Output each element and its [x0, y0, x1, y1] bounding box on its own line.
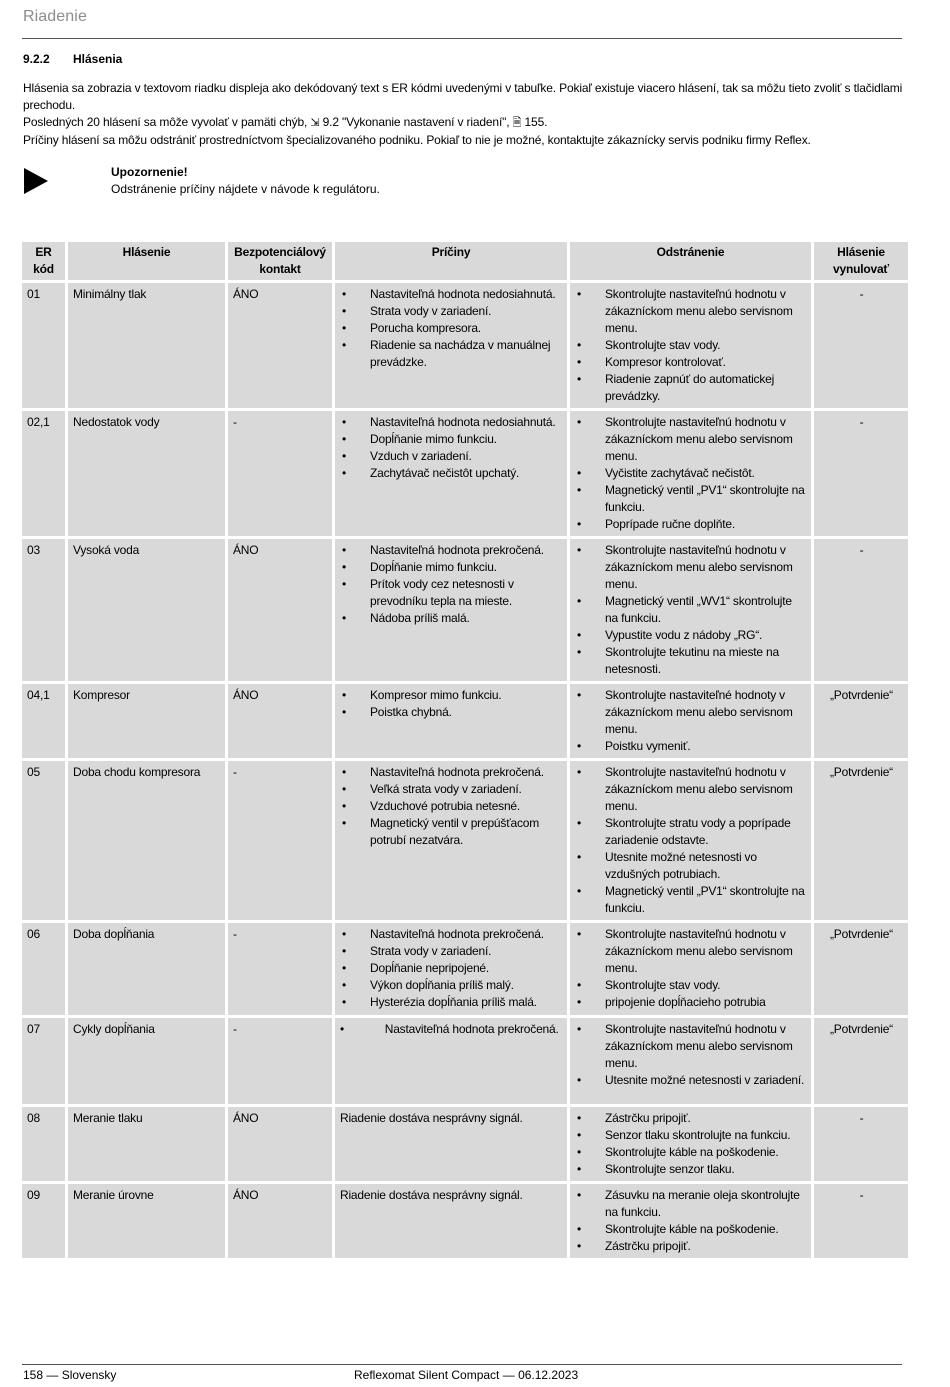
list-item: • Magnetický ventil v prepúšťacom potrubí nezatvára. [340, 815, 563, 849]
cell-contact: ÁNO [228, 684, 332, 758]
cell-reset: „Potvrdenie“ [814, 684, 908, 758]
cell-message: Meranie úrovne [68, 1184, 225, 1258]
list-item: • Skontrolujte stratu vody a poprípade zariadenie odstavte. [575, 815, 807, 849]
list-item: • Zachytávač nečistôt upchatý. [340, 465, 563, 482]
cell-remedy [570, 539, 811, 681]
remedy-list [575, 1110, 807, 1178]
cell-reset: - [814, 411, 908, 536]
list-item: • Výkon dopĺňania príliš malý. [340, 977, 563, 994]
list-item: • Dopĺňanie nepripojené. [340, 960, 563, 977]
cell-message: Vysoká voda [68, 539, 225, 681]
cell-causes [335, 283, 567, 408]
remedy-list [575, 687, 807, 755]
causes-list [340, 414, 563, 482]
section-title: Hlásenia [73, 52, 123, 66]
list-item: • Vypustite vodu z nádoby „RG“. [575, 627, 807, 644]
list-item: • Skontrolujte nastaviteľnú hodnotu v zákazníckom menu alebo servisnom menu. [575, 764, 807, 815]
table-header-row [22, 242, 908, 280]
footer-page-number: 158 — Slovensky [23, 1368, 117, 1382]
page-header-title: Riadenie [23, 8, 87, 25]
remedy-list [575, 414, 807, 533]
list-item: • Vyčistite zachytávač nečistôt. [575, 465, 807, 482]
list-item: • Magnetický ventil „PV1“ skontrolujte na funkciu. [575, 883, 807, 917]
cell-reset: „Potvrdenie“ [814, 1018, 908, 1104]
list-item: • Prítok vody cez netesnosti v prevodníku tepla na mieste. [340, 576, 563, 610]
list-item: • Poistka chybná. [340, 704, 563, 721]
cell-remedy [570, 283, 811, 408]
list-item: • Skontrolujte nastaviteľnú hodnotu v zákazníckom menu alebo servisnom menu. [575, 1021, 807, 1072]
list-item: • Kompresor kontrolovať. [575, 354, 807, 371]
causes-list [340, 286, 563, 371]
table-row [22, 761, 908, 920]
table-row [22, 1184, 908, 1258]
cell-contact: ÁNO [228, 1107, 332, 1181]
list-item: • Zástrčku pripojiť. [575, 1238, 807, 1255]
intro-paragraph-3: Príčiny hlásení sa môžu odstrániť prostredníctvom špecializovaného podniku. Pokiaľ to nie je možné, kontaktujte zákaznícky servis podniku firmy Reflex. [23, 133, 811, 147]
list-item: • Zástrčku pripojiť. [575, 1110, 807, 1127]
intro-text [23, 80, 903, 149]
cell-contact: - [228, 761, 332, 920]
list-item: • Skontrolujte nastaviteľné hodnoty v zákazníckom menu alebo servisnom menu. [575, 687, 807, 738]
list-item: • Porucha kompresora. [340, 320, 563, 337]
cell-causes [335, 1018, 567, 1104]
cell-remedy [570, 1018, 811, 1104]
causes-text: Riadenie dostáva nesprávny signál. [340, 1111, 523, 1125]
cross-reference-link[interactable]: 9.2 "Vykonanie nastavení v riadení", [322, 115, 510, 129]
remedy-list [575, 1187, 807, 1255]
cell-causes [335, 684, 567, 758]
header-divider [22, 38, 902, 39]
list-item: • Magnetický ventil „WV1“ skontrolujte na funkciu. [575, 593, 807, 627]
cell-message: Cykly dopĺňania [68, 1018, 225, 1104]
note-block [111, 164, 380, 198]
cell-reset: „Potvrdenie“ [814, 761, 908, 920]
cell-remedy [570, 411, 811, 536]
cell-message: Kompresor [68, 684, 225, 758]
cell-contact: - [228, 923, 332, 1015]
cell-message: Doba dopĺňania [68, 923, 225, 1015]
cell-remedy [570, 923, 811, 1015]
list-item: • Nastaviteľná hodnota prekročená. [340, 926, 563, 943]
list-item: • Skontrolujte stav vody. [575, 977, 807, 994]
causes-list [340, 764, 563, 849]
table-row [22, 923, 908, 1015]
page-icon: 🗎 [512, 117, 522, 129]
cell-er-code: 01 [22, 283, 65, 408]
messages-table-wrapper [22, 242, 902, 1258]
list-item: • Skontrolujte stav vody. [575, 337, 807, 354]
table-row [22, 1107, 908, 1181]
cell-message: Doba chodu kompresora [68, 761, 225, 920]
cell-causes [335, 1107, 567, 1181]
cell-remedy [570, 1107, 811, 1181]
list-item: • Nastaviteľná hodnota nedosiahnutá. [340, 286, 563, 303]
causes-list [340, 687, 563, 721]
cell-contact: ÁNO [228, 1184, 332, 1258]
cell-contact: ÁNO [228, 539, 332, 681]
list-item: • Nádoba príliš malá. [340, 610, 563, 627]
list-item: • Dopĺňanie mimo funkciu. [340, 559, 563, 576]
remedy-list [575, 1021, 807, 1089]
causes-text: • Nastaviteľná hodnota prekročená. [340, 1022, 559, 1036]
cell-er-code: 06 [22, 923, 65, 1015]
play-triangle-icon [24, 168, 48, 194]
list-item: • Hysterézia dopĺňania príliš malá. [340, 994, 563, 1011]
cell-er-code: 05 [22, 761, 65, 920]
cell-contact: ÁNO [228, 283, 332, 408]
cell-reset: - [814, 1107, 908, 1181]
footer-document-title: Reflexomat Silent Compact — 06.12.2023 [354, 1368, 579, 1382]
list-item: • Nastaviteľná hodnota prekročená. [340, 764, 563, 781]
list-item: • Utesnite možné netesnosti v zariadení. [575, 1072, 807, 1089]
cell-remedy [570, 1184, 811, 1258]
list-item: • Poistku vymeniť. [575, 738, 807, 755]
header-reset: Hlásenie vynulovať [814, 242, 908, 280]
cell-er-code: 08 [22, 1107, 65, 1181]
table-row [22, 411, 908, 536]
cell-reset: „Potvrdenie“ [814, 923, 908, 1015]
list-item: • Vzduchové potrubia netesné. [340, 798, 563, 815]
cell-causes [335, 1184, 567, 1258]
cell-er-code: 07 [22, 1018, 65, 1104]
list-item: • Skontrolujte nastaviteľnú hodnotu v zákazníckom menu alebo servisnom menu. [575, 286, 807, 337]
cell-er-code: 02,1 [22, 411, 65, 536]
list-item: • Vzduch v zariadení. [340, 448, 563, 465]
list-item: • Strata vody v zariadení. [340, 943, 563, 960]
remedy-list [575, 286, 807, 405]
cell-remedy [570, 761, 811, 920]
causes-text: Riadenie dostáva nesprávny signál. [340, 1188, 523, 1202]
section-number: 9.2.2 [23, 52, 50, 66]
cell-er-code: 09 [22, 1184, 65, 1258]
header-message: Hlásenie [68, 242, 225, 280]
cell-remedy [570, 684, 811, 758]
causes-list [340, 926, 563, 1011]
cell-contact: - [228, 1018, 332, 1104]
note-title: Upozornenie! [111, 165, 188, 179]
list-item: • Skontrolujte senzor tlaku. [575, 1161, 807, 1178]
table-row [22, 1018, 908, 1104]
list-item: • pripojenie dopĺňacieho potrubia [575, 994, 807, 1011]
footer-divider [22, 1364, 902, 1365]
list-item: • Skontrolujte tekutinu na mieste na netesnosti. [575, 644, 807, 678]
cell-contact: - [228, 411, 332, 536]
list-item: • Riadenie zapnúť do automatickej prevádzky. [575, 371, 807, 405]
header-remedy: Odstránenie [570, 242, 811, 280]
cell-message: Meranie tlaku [68, 1107, 225, 1181]
list-item: • Dopĺňanie mimo funkciu. [340, 431, 563, 448]
cell-er-code: 03 [22, 539, 65, 681]
cell-reset: - [814, 539, 908, 681]
remedy-list [575, 764, 807, 917]
cell-er-code: 04,1 [22, 684, 65, 758]
cell-message: Nedostatok vody [68, 411, 225, 536]
page-reference[interactable]: 155. [524, 115, 548, 129]
cell-causes [335, 539, 567, 681]
section-heading [23, 52, 122, 66]
remedy-list [575, 542, 807, 678]
list-item: • Magnetický ventil „PV1“ skontrolujte na funkciu. [575, 482, 807, 516]
messages-table [19, 239, 911, 1261]
list-item: • Strata vody v zariadení. [340, 303, 563, 320]
list-item: • Nastaviteľná hodnota nedosiahnutá. [340, 414, 563, 431]
list-item: • Poprípade ručne doplňte. [575, 516, 807, 533]
table-row [22, 283, 908, 408]
arrow-link-icon: ⇲ [310, 117, 320, 129]
remedy-list [575, 926, 807, 1011]
cell-reset: - [814, 1184, 908, 1258]
cell-causes [335, 761, 567, 920]
list-item: • Skontrolujte káble na poškodenie. [575, 1221, 807, 1238]
header-causes: Príčiny [335, 242, 567, 280]
table-row [22, 684, 908, 758]
cell-reset: - [814, 283, 908, 408]
list-item: • Skontrolujte káble na poškodenie. [575, 1144, 807, 1161]
list-item: • Veľká strata vody v zariadení. [340, 781, 563, 798]
list-item: • Skontrolujte nastaviteľnú hodnotu v zákazníckom menu alebo servisnom menu. [575, 414, 807, 465]
list-item: • Skontrolujte nastaviteľnú hodnotu v zákazníckom menu alebo servisnom menu. [575, 926, 807, 977]
header-er-code: ER kód [22, 242, 65, 280]
list-item: • Senzor tlaku skontrolujte na funkciu. [575, 1127, 807, 1144]
intro-paragraph-2: Posledných 20 hlásení sa môže vyvolať v pamäti chýb, ⇲ 9.2 "Vykonanie nastavení v riadení", 🗎 155. [23, 115, 548, 129]
list-item: • Utesnite možné netesnosti vo vzdušných potrubiach. [575, 849, 807, 883]
cell-message: Minimálny tlak [68, 283, 225, 408]
header-contact: Bezpotenciálový kontakt [228, 242, 332, 280]
table-row [22, 539, 908, 681]
intro-paragraph-1: Hlásenia sa zobrazia v textovom riadku displeja ako dekódovaný text s ER kódmi uvedenými v tabuľke. Pokiaľ existuje viacero hlásení, tak sa môžu tieto zvoliť s tlačidlami prechodu. [23, 81, 903, 112]
cell-causes [335, 411, 567, 536]
list-item: • Skontrolujte nastaviteľnú hodnotu v zákazníckom menu alebo servisnom menu. [575, 542, 807, 593]
note-text: Odstránenie príčiny nájdete v návode k regulátoru. [111, 182, 380, 196]
list-item: • Kompresor mimo funkciu. [340, 687, 563, 704]
causes-list [340, 542, 563, 627]
list-item: • Riadenie sa nachádza v manuálnej prevádzke. [340, 337, 563, 371]
cell-causes [335, 923, 567, 1015]
list-item: • Nastaviteľná hodnota prekročená. [340, 542, 563, 559]
list-item: • Zásuvku na meranie oleja skontrolujte na funkciu. [575, 1187, 807, 1221]
